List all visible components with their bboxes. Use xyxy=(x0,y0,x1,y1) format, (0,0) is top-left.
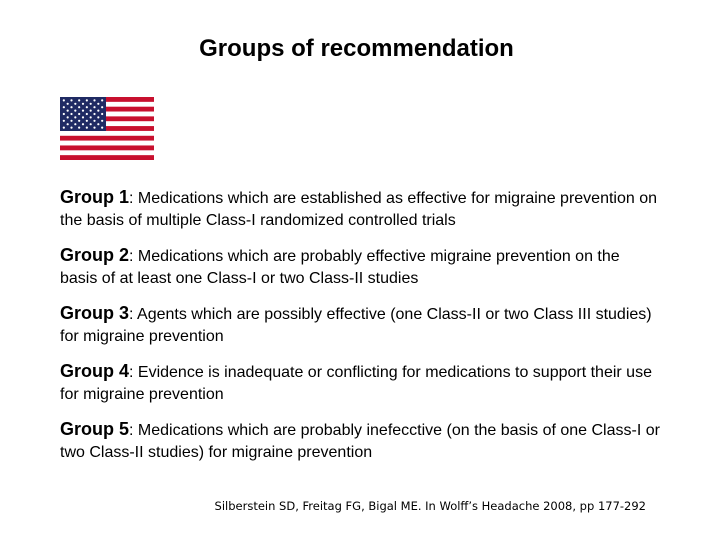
flag-stripe xyxy=(60,155,154,160)
flag-star xyxy=(70,106,72,108)
group-label: Group 3 xyxy=(60,303,130,323)
flag-star xyxy=(63,127,65,129)
group-item xyxy=(60,186,660,232)
flag-star xyxy=(101,113,103,115)
citation: Silberstein SD, Freitag FG, Bigal ME. In Wolff’s Headache 2008, pp 177-292 xyxy=(214,499,646,513)
flag-star xyxy=(74,103,76,105)
flag-star xyxy=(101,106,103,108)
flag-star xyxy=(74,110,76,112)
flag-canton xyxy=(60,97,106,131)
flag-star xyxy=(70,127,72,129)
flag-star xyxy=(90,123,92,125)
flag-stripe xyxy=(60,141,154,146)
group-description: : Agents which are possibly effective (one Class-II or two Class III studies) for migraine prevention xyxy=(60,306,652,345)
flag-star xyxy=(101,120,103,122)
flag-star xyxy=(93,127,95,129)
group-label: Group 1 xyxy=(60,187,130,207)
flag-star xyxy=(67,110,69,112)
group-item xyxy=(60,360,660,406)
flag-star xyxy=(67,116,69,118)
slide-title: Groups of recommendation xyxy=(199,35,514,62)
flag-star xyxy=(74,116,76,118)
flag-star xyxy=(86,99,88,101)
flag-star xyxy=(70,113,72,115)
flag-star xyxy=(97,103,99,105)
flag-star xyxy=(78,120,80,122)
flag-star xyxy=(86,120,88,122)
group-item xyxy=(60,244,660,290)
flag-star xyxy=(82,110,84,112)
flag-star xyxy=(93,120,95,122)
group-description: : Medications which are probably inefecctive (on the basis of one Class-I or two Class-II studies) for migraine prevention xyxy=(60,422,660,461)
group-label: Group 4 xyxy=(60,361,130,381)
flag-star xyxy=(101,127,103,129)
group-description: : Evidence is inadequate or conflicting for medications to support their use for migraine prevention xyxy=(60,364,652,403)
flag-star xyxy=(90,110,92,112)
flag-star xyxy=(67,103,69,105)
group-description: : Medications which are established as effective for migraine prevention on the basis of multiple Class-I randomized controlled trials xyxy=(60,190,658,229)
flag-star xyxy=(74,123,76,125)
group-item xyxy=(60,302,660,348)
flag-star xyxy=(78,127,80,129)
flag-star xyxy=(90,116,92,118)
group-label: Group 2 xyxy=(60,245,130,265)
flag-star xyxy=(63,99,65,101)
group-label: Group 5 xyxy=(60,419,130,439)
flag-star xyxy=(97,110,99,112)
flag-star xyxy=(97,116,99,118)
us-flag-icon xyxy=(60,97,154,160)
flag-stripe xyxy=(60,136,154,141)
flag-star xyxy=(70,120,72,122)
flag-star xyxy=(70,99,72,101)
flag-star xyxy=(63,106,65,108)
flag-star xyxy=(93,106,95,108)
flag-star xyxy=(78,106,80,108)
flag-star xyxy=(78,99,80,101)
flag-star xyxy=(93,113,95,115)
flag-star xyxy=(86,113,88,115)
flag-star xyxy=(67,123,69,125)
flag-stripe xyxy=(60,145,154,150)
flag-star xyxy=(82,116,84,118)
flag-star xyxy=(82,103,84,105)
group-item xyxy=(60,418,660,464)
flag-star xyxy=(82,123,84,125)
flag-star xyxy=(63,120,65,122)
flag-star xyxy=(63,113,65,115)
flag-star xyxy=(90,103,92,105)
flag-star xyxy=(78,113,80,115)
flag-star xyxy=(93,99,95,101)
group-description: : Medications which are probably effective migraine prevention on the basis of at least one Class-I or two Class-II studies xyxy=(60,248,620,287)
flag-star xyxy=(97,123,99,125)
flag-stripe xyxy=(60,150,154,155)
flag-star xyxy=(86,127,88,129)
flag-star xyxy=(86,106,88,108)
flag-stripe xyxy=(60,131,154,136)
flag-star xyxy=(101,99,103,101)
group-list xyxy=(60,186,660,476)
